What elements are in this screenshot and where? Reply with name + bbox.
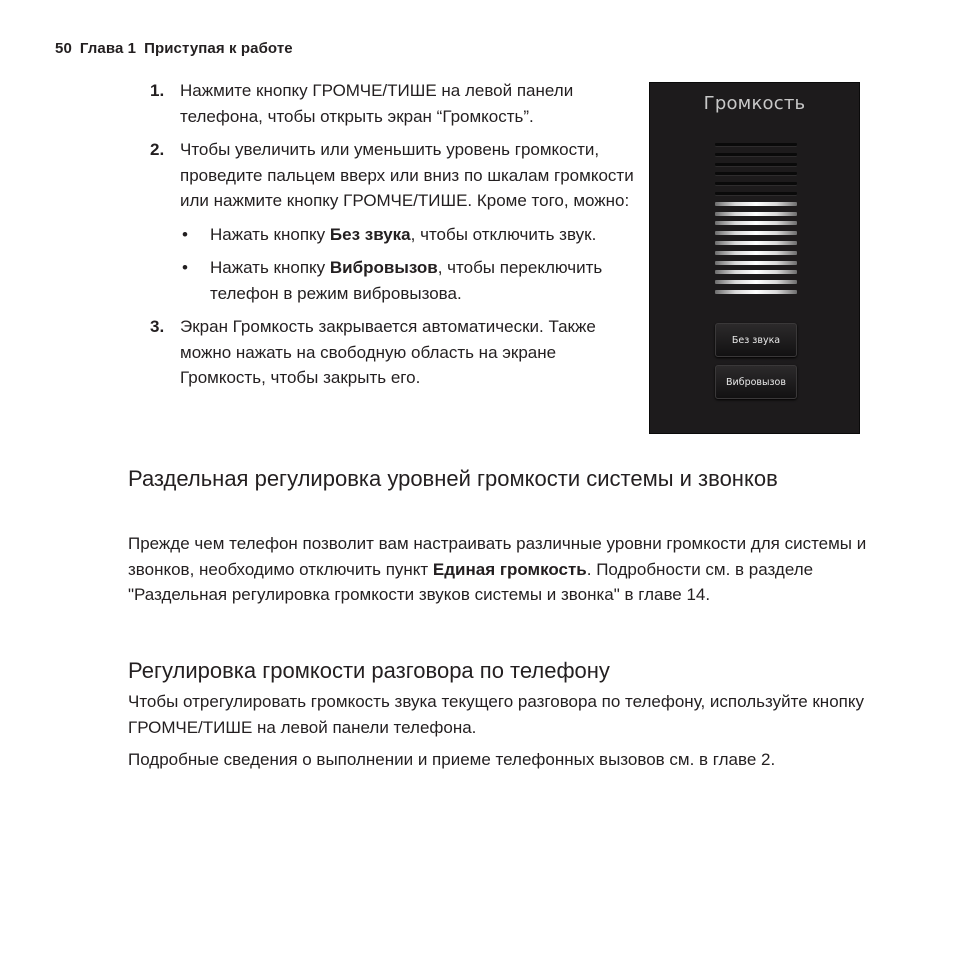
volume-bar-filled bbox=[715, 231, 797, 235]
section-paragraph: Подробные сведения о выполнении и приеме телефонных вызовов см. в главе 2. bbox=[128, 750, 776, 769]
step-number: 1. bbox=[150, 81, 165, 100]
volume-bar-filled bbox=[715, 202, 797, 206]
section-paragraph: Чтобы отрегулировать громкость звука текущего разговора по телефону, используйте кнопку ГРОМЧЕ/ТИШЕ на левой панели телефона. bbox=[128, 692, 864, 737]
bullet-dot: • bbox=[182, 224, 188, 244]
step-text: Чтобы увеличить или уменьшить уровень громкости, проведите пальцем вверх или вниз по шкалам громкости или нажмите кнопку ГРОМЧЕ/ТИШЕ. Кроме того, можно: bbox=[180, 140, 634, 210]
volume-bar-filled bbox=[715, 212, 797, 216]
mute-button[interactable]: Без звука bbox=[715, 323, 797, 357]
volume-bar-filled bbox=[715, 241, 797, 245]
volume-bar-filled bbox=[715, 221, 797, 225]
bullet-dot: • bbox=[182, 258, 188, 277]
bullet-text: Нажать кнопку bbox=[210, 224, 330, 244]
chapter-label: Глава 1 bbox=[79, 40, 137, 57]
step-1 bbox=[150, 78, 640, 129]
steps-list bbox=[150, 78, 640, 399]
volume-bar-filled bbox=[715, 261, 797, 265]
step-text: Экран Громкость закрывается автоматически. Также можно нажать на свободную область на экране Громкость, чтобы закрыть его. bbox=[180, 317, 596, 387]
bullet-list bbox=[180, 222, 640, 307]
step-2 bbox=[150, 137, 640, 306]
volume-bar-empty bbox=[715, 143, 797, 147]
volume-bar-empty bbox=[715, 172, 797, 176]
volume-screen-screenshot bbox=[649, 82, 860, 434]
volume-bar-filled bbox=[715, 290, 797, 294]
volume-bar-empty bbox=[715, 153, 797, 157]
paragraph-text: . Подробности см. в разделе "Раздельная регулировка громкости звуков системы и звонка" в главе 14. bbox=[128, 559, 814, 604]
bullet-bold-term: Без звука bbox=[329, 224, 411, 244]
volume-slider[interactable] bbox=[715, 143, 797, 300]
bullet-text: , чтобы переключить телефон в режим вибровызова. bbox=[210, 258, 603, 303]
bullet-bold-term: Вибровызов bbox=[329, 258, 438, 277]
chapter-title: Приступая к работе bbox=[144, 40, 293, 57]
step-3 bbox=[150, 314, 640, 391]
vibrate-button[interactable]: Вибровызов bbox=[715, 365, 797, 399]
step-number: 2. bbox=[150, 140, 165, 159]
bullet-text: Нажать кнопку bbox=[210, 258, 330, 277]
volume-bar-filled bbox=[715, 251, 797, 255]
step-number: 3. bbox=[150, 317, 165, 336]
bullet-text: , чтобы отключить звук. bbox=[410, 224, 597, 244]
bullet-item bbox=[180, 255, 640, 306]
running-head bbox=[55, 40, 293, 57]
paragraph-text: Прежде чем телефон позволит вам настраивать различные уровни громкости для системы и звонков, необходимо отключить пункт bbox=[128, 534, 867, 579]
volume-bar-empty bbox=[715, 182, 797, 186]
volume-bar-filled bbox=[715, 270, 797, 274]
section-heading: Регулировка громкости разговора по телефону bbox=[128, 658, 610, 683]
volume-screen-title: Громкость bbox=[703, 93, 806, 114]
page-number: 50 bbox=[55, 40, 72, 57]
volume-bar-filled bbox=[715, 280, 797, 284]
bold-term: Единая громкость bbox=[432, 559, 587, 579]
section-paragraph bbox=[128, 531, 868, 608]
step-text: Нажмите кнопку ГРОМЧЕ/ТИШЕ на левой панели телефона, чтобы открыть экран “Громкость”. bbox=[180, 81, 574, 126]
volume-bar-empty bbox=[715, 192, 797, 196]
bullet-item bbox=[180, 222, 640, 248]
section-heading: Раздельная регулировка уровней громкости системы и звонков bbox=[128, 466, 778, 491]
volume-bar-empty bbox=[715, 163, 797, 167]
